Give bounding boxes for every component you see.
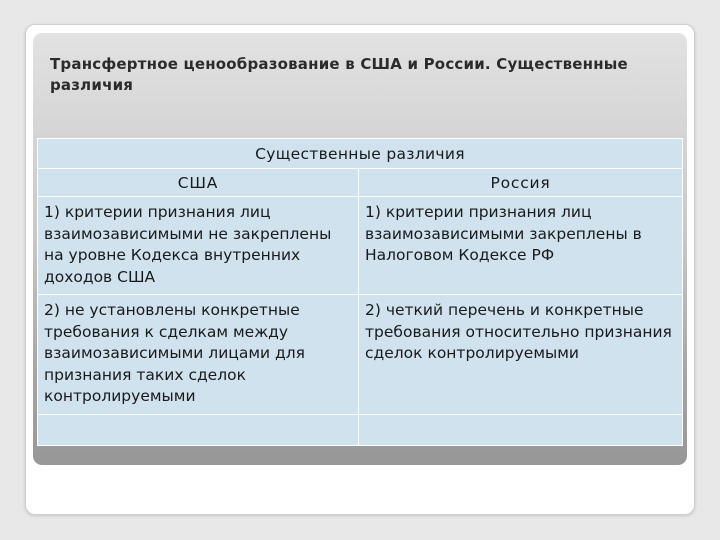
column-header-russia: Россия: [359, 169, 683, 197]
cell-usa-empty: [38, 414, 359, 445]
column-header-usa: США: [38, 169, 359, 197]
cell-usa: 2) не установлены конкретные требования к сделкам между взаимозависимыми лицами для признания таких сделок контролируемыми: [38, 295, 359, 415]
table-row: [38, 197, 683, 295]
table-caption-row: [38, 139, 683, 169]
cell-russia-empty: [359, 414, 683, 445]
cell-russia: 1) критерии признания лиц взаимозависимыми закреплены в Налоговом Кодексе РФ: [359, 197, 683, 295]
slide-title: Трансфертное ценообразование в США и России. Существенные различия: [50, 55, 628, 94]
comparison-table: [37, 138, 683, 446]
cell-usa: 1) критерии признания лиц взаимозависимыми не закреплены на уровне Кодекса внутренних доходов США: [38, 197, 359, 295]
comparison-table-container: [37, 138, 682, 446]
table-row-empty: [38, 414, 683, 445]
table-row: [38, 295, 683, 415]
table-caption: Существенные различия: [38, 139, 683, 169]
cell-russia: 2) четкий перечень и конкретные требования относительно признания сделок контролируемыми: [359, 295, 683, 415]
table-header-row: [38, 169, 683, 197]
